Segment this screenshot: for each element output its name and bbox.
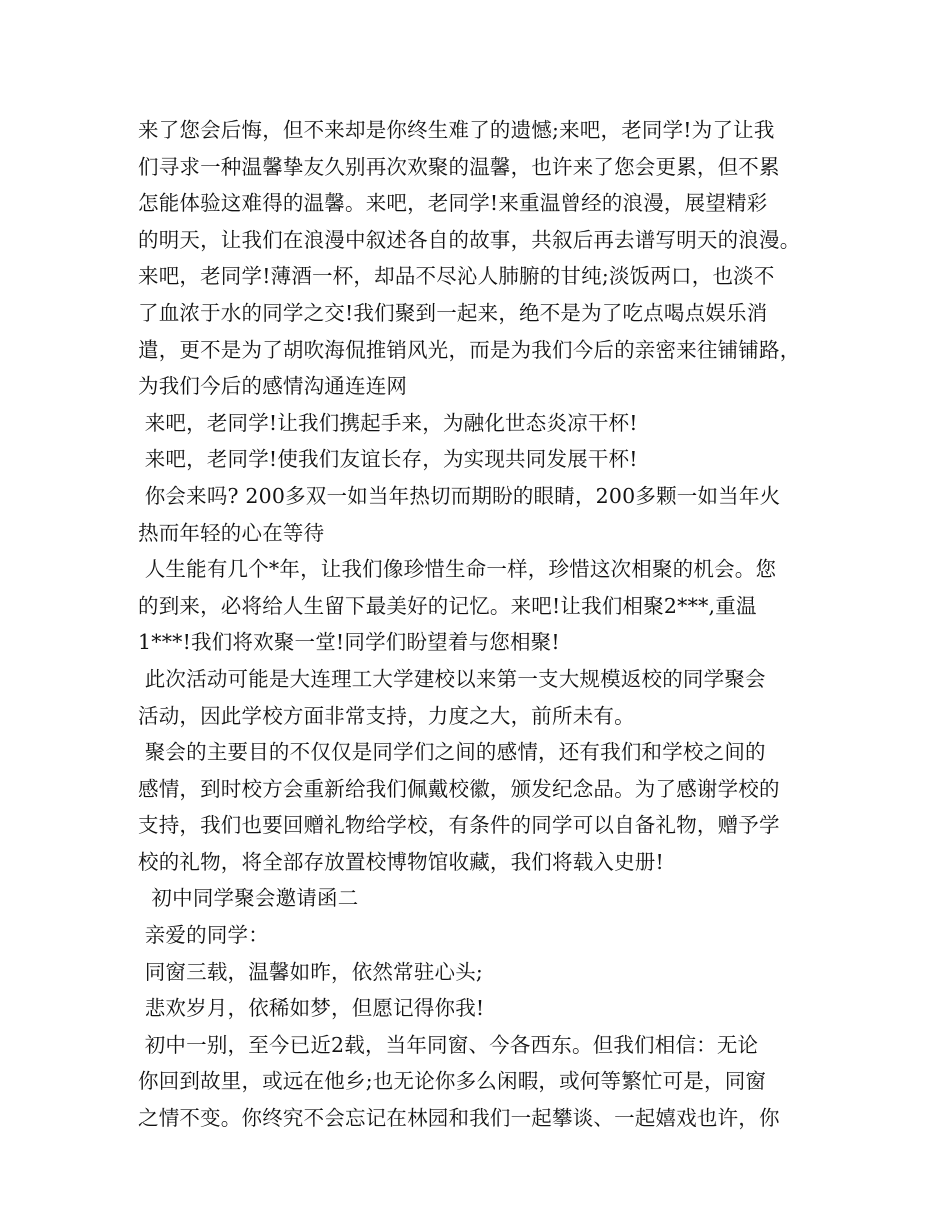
text-line: 来吧，老同学!薄酒一杯，却品不尽沁人肺腑的甘纯;淡饭两口，也淡不 xyxy=(138,264,775,289)
text-line: 初中一别，至今已近2载，当年同窗、今各西东。但我们相信：无论 xyxy=(138,1032,759,1057)
text-line: 校的礼物，将全部存放置校博物馆收藏，我们将载入史册! xyxy=(138,849,664,874)
text-line: 来吧，老同学!使我们友谊长存，为实现共同发展干杯! xyxy=(138,447,638,472)
text-line: 你回到故里，或远在他乡;也无论你多么闲暇，或何等繁忙可是，同窗 xyxy=(138,1069,767,1094)
text-line: 怎能体验这难得的温馨。来吧，老同学!来重温曾经的浪漫，展望精彩 xyxy=(138,191,768,216)
text-line: 遣，更不是为了胡吹海侃推销风光，而是为我们今后的亲密来往铺铺路， xyxy=(138,337,801,362)
text-line: 了血浓于水的同学之交!我们聚到一起来，绝不是为了吃点喝点娱乐消 xyxy=(138,300,768,325)
text-line: 1***!我们将欢聚一堂!同学们盼望着与您相聚! xyxy=(138,630,560,655)
text-line: 支持，我们也要回赠礼物给学校，有条件的同学可以自备礼物，赠予学 xyxy=(138,813,780,838)
text-line: 热而年轻的心在等待 xyxy=(138,520,325,545)
text-line: 感情，到时校方会重新给我们佩戴校徽，颁发纪念品。为了感谢学校的 xyxy=(138,776,780,801)
section-heading: 初中同学聚会邀请函二 xyxy=(138,886,359,911)
text-line: 之情不变。你终究不会忘记在林园和我们一起攀谈、一起嬉戏也许，你 xyxy=(138,1106,780,1131)
text-line: 你会来吗? 200多双一如当年热切而期盼的眼睛，200多颗一如当年火 xyxy=(138,483,781,508)
text-line: 人生能有几个*年，让我们像珍惜生命一样，珍惜这次相聚的机会。您 xyxy=(138,557,777,582)
text-line: 们寻求一种温馨挚友久别再次欢聚的温馨，也许来了您会更累，但不累 xyxy=(138,154,780,179)
text-line: 活动，因此学校方面非常支持，力度之大，前所未有。 xyxy=(138,703,635,728)
text-line: 此次活动可能是大连理工大学建校以来第一支大规模返校的同学聚会 xyxy=(138,666,766,691)
salutation: 亲爱的同学： xyxy=(138,923,269,948)
text-line: 来吧，老同学!让我们携起手来，为融化世态炎凉干杯! xyxy=(138,410,638,435)
text-line: 同窗三载，温馨如昨，依然常驻心头; xyxy=(138,959,484,984)
body-text xyxy=(138,112,828,1137)
text-line: 的到来，必将给人生留下最美好的记忆。来吧!让我们相聚2***,重温 xyxy=(138,593,757,618)
text-line: 来了您会后悔，但不来却是你终生难了的遗憾;来吧，老同学!为了让我 xyxy=(138,118,775,142)
text-line: 为我们今后的感情沟通连连网 xyxy=(138,374,408,399)
text-line: 的明天，让我们在浪漫中叙述各自的故事，共叙后再去谱写明天的浪漫。 xyxy=(138,227,801,252)
text-line: 聚会的主要目的不仅仅是同学们之间的感情，还有我们和学校之间的 xyxy=(138,740,766,765)
text-line: 悲欢岁月，依稀如梦，但愿记得你我! xyxy=(138,996,485,1021)
